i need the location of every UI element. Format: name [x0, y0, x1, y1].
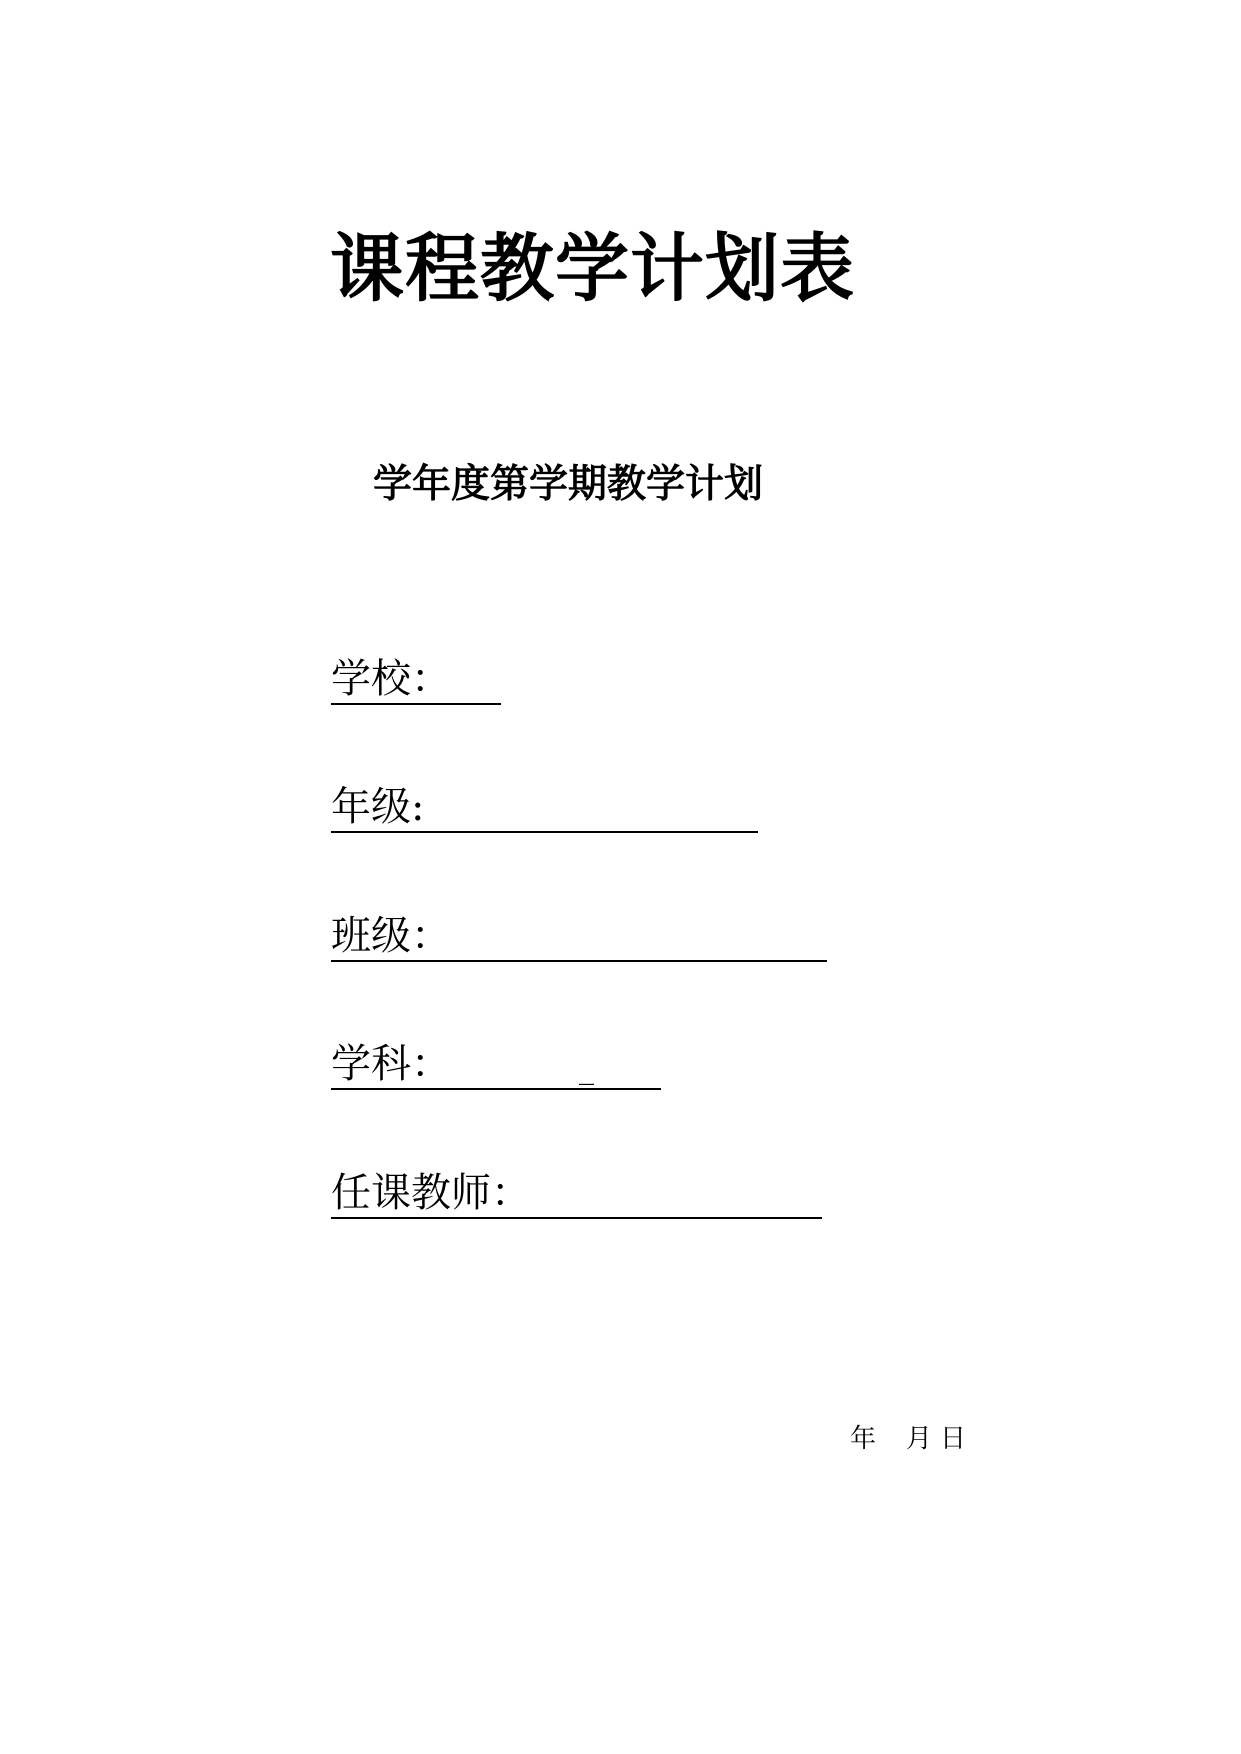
field-class-blank[interactable]: [451, 912, 827, 962]
field-teacher: [331, 1169, 822, 1219]
date-month: 月: [906, 1424, 933, 1454]
field-subject: [331, 1040, 661, 1090]
field-grade-label: 年级:: [331, 787, 424, 833]
field-school-label: 学校：: [331, 659, 451, 705]
field-subject-mark: _: [579, 1051, 594, 1086]
field-teacher-blank[interactable]: [531, 1169, 822, 1219]
page-title: 课程教学计划表: [330, 226, 855, 312]
date-day: 日: [940, 1424, 967, 1454]
field-school: [331, 655, 501, 705]
date-line: [850, 1426, 966, 1452]
field-class-label: 班级：: [331, 916, 451, 962]
field-school-blank[interactable]: [451, 655, 501, 705]
date-year: 年: [850, 1424, 877, 1454]
field-subject-label: 学科：: [331, 1044, 451, 1090]
field-subject-blank[interactable]: [451, 1040, 661, 1090]
field-grade: [331, 783, 758, 833]
field-grade-blank[interactable]: [424, 783, 758, 833]
page-subtitle: 学年度第学期教学计划: [373, 462, 764, 507]
field-teacher-label: 任课教师：: [331, 1173, 531, 1219]
field-class: [331, 912, 827, 962]
